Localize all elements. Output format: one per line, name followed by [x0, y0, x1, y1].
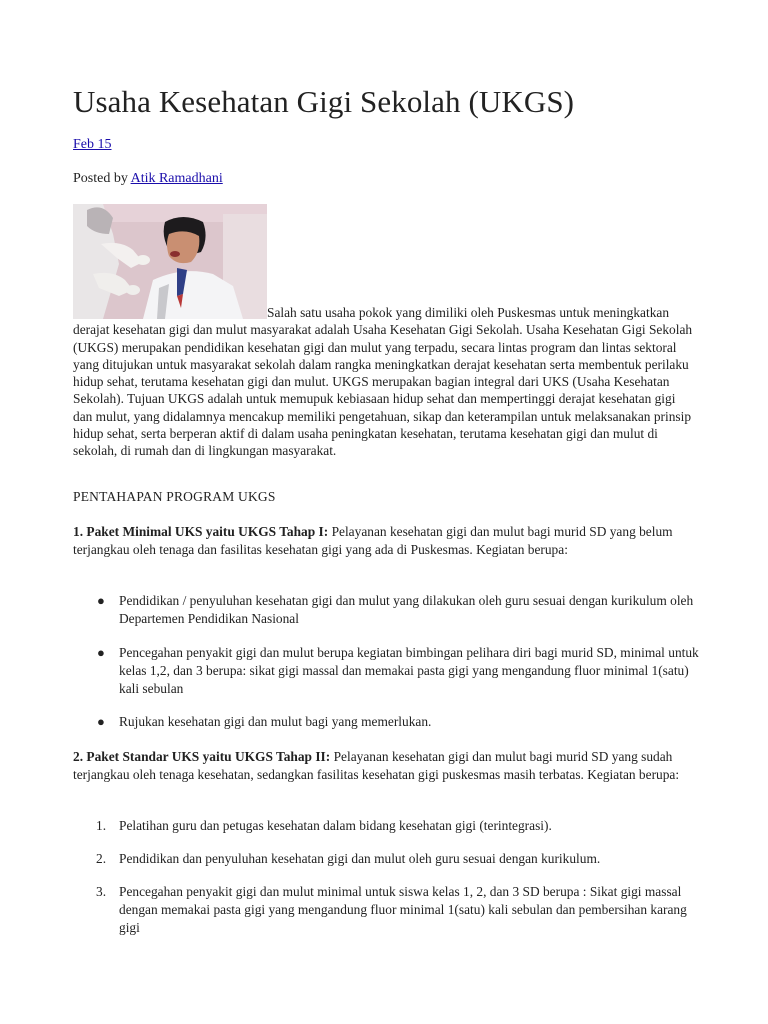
stage2-heading: 2. Paket Standar UKS yaitu UKGS Tahap II: — [73, 749, 331, 764]
posted-by-label: Posted by — [73, 171, 131, 186]
list-item — [96, 817, 709, 835]
section-heading: PENTAHAPAN PROGRAM UKGS — [73, 489, 276, 504]
stage2-paragraph — [73, 748, 698, 783]
list-item — [97, 713, 709, 731]
post-date-link[interactable]: Feb 15 — [73, 137, 112, 152]
stage2-item-1: Pelatihan guru dan petugas kesehatan dalam bidang kesehatan gigi (terintegrasi). — [119, 818, 552, 833]
article-title: Usaha Kesehatan Gigi Sekolah (UKGS) — [73, 84, 575, 119]
stage1-bullet-2: Pencegahan penyakit gigi dan mulut berupa kegiatan bimbingan pelihara diri bagi murid SD, minimal untuk kelas 1,2, dan 3 berupa: sikat gigi massal dan memakai pasta gigi yang mengandung fluor minimal 1(satu) kali sebulan — [119, 645, 699, 696]
list-item — [97, 644, 709, 698]
stage1-paragraph — [73, 523, 698, 558]
post-date — [73, 137, 112, 153]
stage2-item-3: Pencegahan penyakit gigi dan mulut minimal untuk siswa kelas 1, 2, dan 3 SD berupa : Sikat gigi massal dengan memakai pasta gigi yang mengandung fluor minimal 1(satu) kali sebulan dan pembersihan karang gigi — [119, 884, 687, 935]
stage1-bullet-1: Pendidikan / penyuluhan kesehatan gigi dan mulut yang dilakukan oleh guru sesuai dengan kurikulum oleh Departemen Pendidikan Nasional — [119, 593, 694, 626]
stage1-bullet-3: Rujukan kesehatan gigi dan mulut bagi yang memerlukan. — [119, 714, 432, 729]
bullet-icon: ● — [97, 714, 105, 729]
intro-paragraph: Salah satu usaha pokok yang dimiliki oleh Puskesmas untuk meningkatkan derajat kesehatan gigi dan mulut masyarakat adalah Usaha Kesehatan Gigi Sekolah. Usaha Kesehatan Gigi Sekolah (UKGS) merupakan pendidikan kesehatan gigi dan mulut yang terpadu, secara lintas program dan lintas sektoral yang ditujukan untuk masyarakat sekolah dalam rangka meningkatkan derajat kesehatan serta membentuk perilaku hidup sehat, terutama kesehatan gigi dan mulut. UKGS merupakan bagian integral dari UKS (Usaha Kesehatan Sekolah). Tujuan UKGS adalah untuk memupuk kebiasaan hidup sehat dan mempertinggi derajat kesehatan gigi dan mulut, yang didalamnya mencakup memiliki pengetahuan, sikap dan keterampilan untuk melaksanakan prinsip hidup sehat, serta berperan aktif di dalam usaha peningkatan kesehatan, terutama kesehatan gigi dan mulut di sekolah, di rumah dan di lingkungan masyarakat. — [73, 305, 693, 459]
list-number: 1. — [96, 818, 107, 833]
list-number: 2. — [96, 851, 107, 866]
author-link[interactable]: Atik Ramadhani — [130, 171, 223, 186]
list-item — [96, 883, 709, 937]
list-item — [97, 592, 709, 628]
bullet-icon: ● — [97, 645, 105, 660]
article-photo — [73, 204, 267, 319]
bullet-icon: ● — [97, 593, 105, 608]
stage1-heading: 1. Paket Minimal UKS yaitu UKGS Tahap I: — [73, 524, 329, 539]
posted-by-line — [73, 171, 223, 187]
stage2-item-2: Pendidikan dan penyuluhan kesehatan gigi dan mulut oleh guru sesuai dengan kurikulum. — [119, 851, 601, 866]
list-item — [96, 850, 709, 868]
stage1-text: Pelayanan kesehatan gigi dan mulut bagi murid SD yang belum terjangkau oleh tenaga dan fasilitas kesehatan gigi yang ada di Puskesmas. Kegiatan berupa: — [73, 524, 673, 557]
dental-examination-illustration — [73, 204, 267, 319]
list-number: 3. — [96, 884, 107, 899]
stage2-text: Pelayanan kesehatan gigi dan mulut bagi murid SD yang sudah terjangkau oleh tenaga kesehatan, sedangkan fasilitas kesehatan gigi puskesmas masih terbatas. Kegiatan berupa: — [73, 749, 680, 782]
